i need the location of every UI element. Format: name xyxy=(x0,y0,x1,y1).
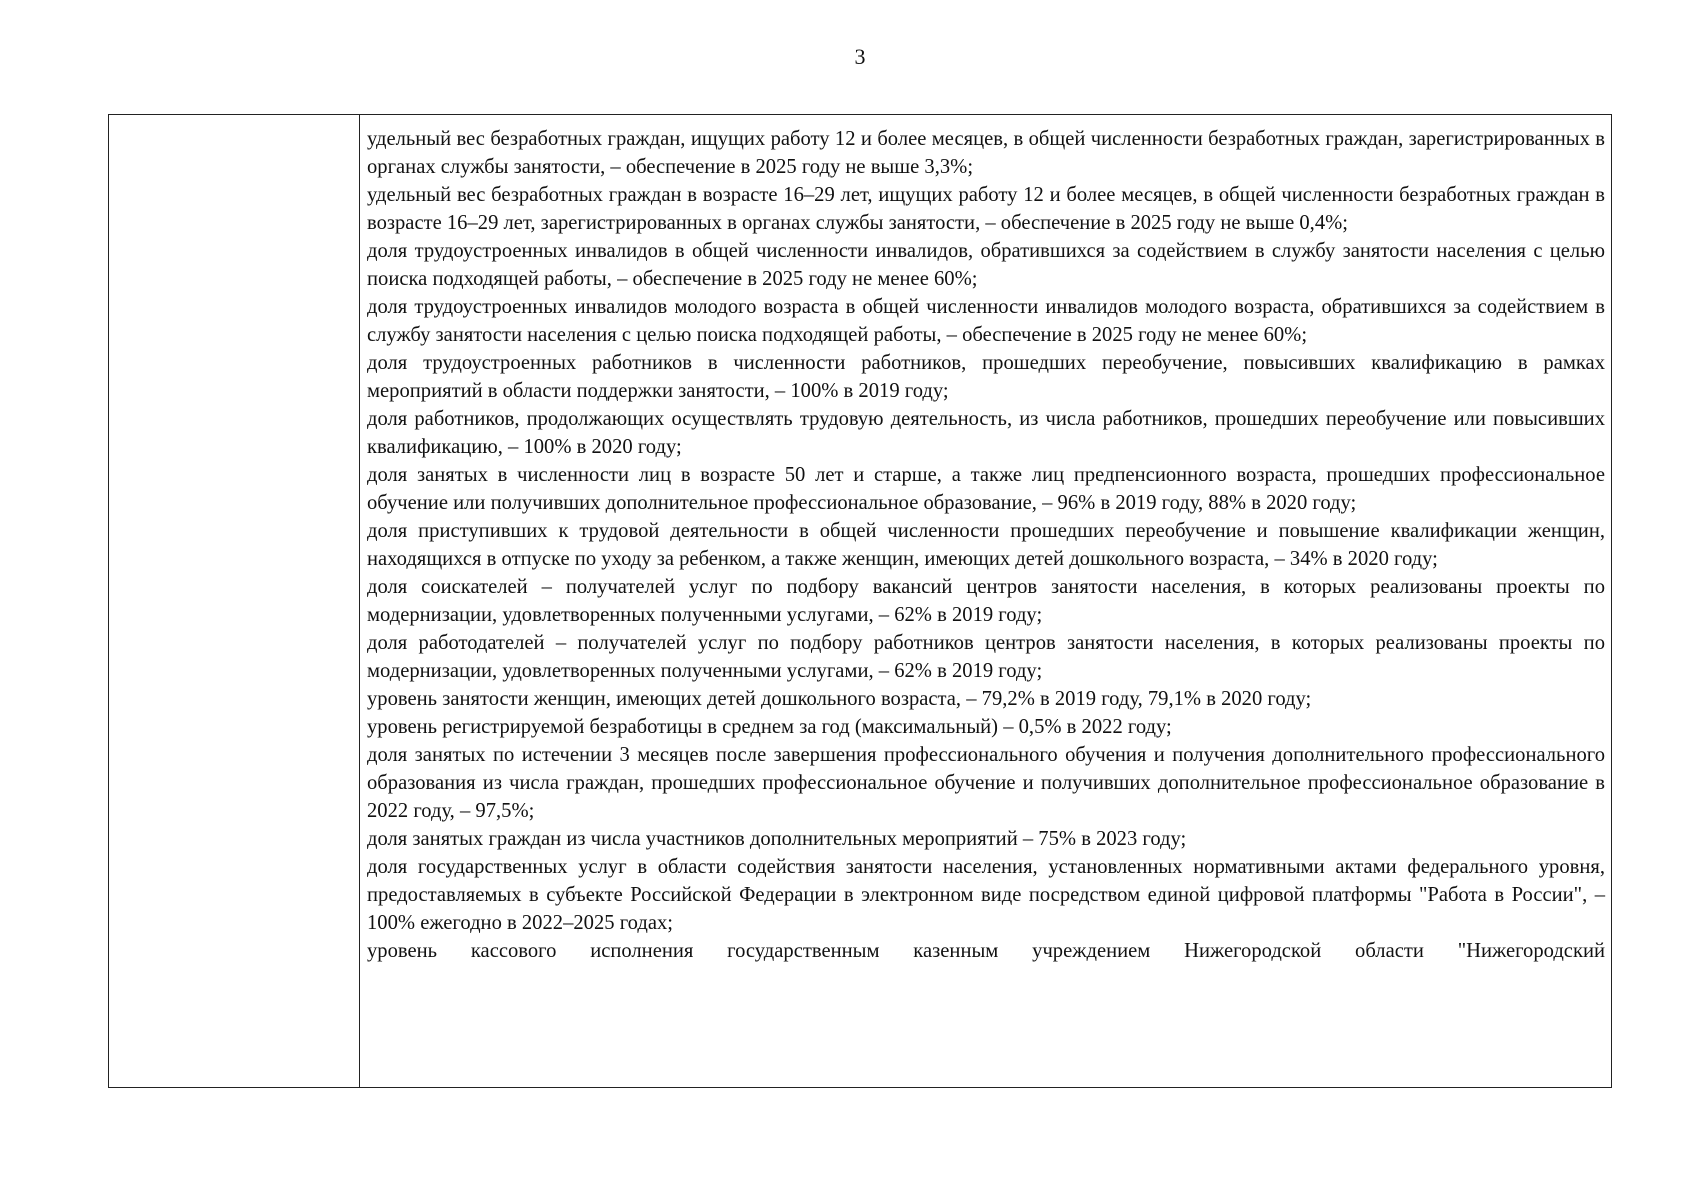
paragraph-indicator: доля трудоустроенных инвалидов молодого возраста в общей численности инвалидов молодого возраста, обратившихся за содействием в службу занятости населения с целью поиска подходящей работы, – обеспечение в 2025 году не менее 60%; xyxy=(367,296,1605,346)
paragraph-indicator: удельный вес безработных граждан, ищущих работу 12 и более месяцев, в общей численности безработных граждан, зарегистрированных в органах службы занятости, – обеспечение в 2025 году не выше 3,3%; xyxy=(367,128,1605,178)
paragraph-indicator: уровень регистрируемой безработицы в среднем за год (максимальный) – 0,5% в 2022 году; xyxy=(367,716,1172,738)
paragraph-indicator: доля трудоустроенных работников в численности работников, прошедших переобучение, повысивших квалификацию в рамках мероприятий в области поддержки занятости, – 100% в 2019 году; xyxy=(367,352,1605,402)
paragraph-indicator: доля соискателей – получателей услуг по подбору вакансий центров занятости населения, в которых реализованы проекты по модернизации, удовлетворенных полученными услугами, – 62% в 2019 году; xyxy=(367,576,1605,626)
table-right-cell xyxy=(360,115,1611,1087)
paragraph-indicator: доля занятых по истечении 3 месяцев после завершения профессионального обучения и получения дополнительного профессионального образования из числа граждан, прошедших профессиональное обучение и получивших дополнительное профессиональное образование в 2022 году, – 97,5%; xyxy=(367,744,1605,822)
paragraph-indicator: удельный вес безработных граждан в возрасте 16–29 лет, ищущих работу 12 и более месяцев, в общей численности безработных граждан в возрасте 16–29 лет, зарегистрированных в органах службы занятости, – обеспечение в 2025 году не выше 0,4%; xyxy=(367,184,1605,234)
document-table xyxy=(108,114,1612,1088)
page-number: 3 xyxy=(854,44,866,69)
table-left-cell xyxy=(109,115,360,1087)
paragraph-indicator: доля работодателей – получателей услуг по подбору работников центров занятости населения, в которых реализованы проекты по модернизации, удовлетворенных полученными услугами, – 62% в 2019 году; xyxy=(367,632,1605,682)
paragraph-indicator: доля государственных услуг в области содействия занятости населения, установленных нормативными актами федерального уровня, предоставляемых в субъекте Российской Федерации в электронном виде посредством единой цифровой платформы "Работа в России", – 100% ежегодно в 2022–2025 годах; xyxy=(367,856,1605,934)
paragraph-indicator: доля работников, продолжающих осуществлять трудовую деятельность, из числа работников, прошедших переобучение или повысивших квалификацию, – 100% в 2020 году; xyxy=(367,408,1605,458)
paragraph-indicator: уровень кассового исполнения государственным казенным учреждением Нижегородской области "Нижегородский xyxy=(367,940,1605,962)
paragraph-indicator: доля занятых граждан из числа участников дополнительных мероприятий – 75% в 2023 году; xyxy=(367,828,1187,850)
paragraph-indicator: доля занятых в численности лиц в возрасте 50 лет и старше, а также лиц предпенсионного возраста, прошедших профессиональное обучение или получивших дополнительное профессиональное образование, – 96% в 2019 году, 88% в 2020 году; xyxy=(367,464,1605,514)
paragraph-indicator: уровень занятости женщин, имеющих детей дошкольного возраста, – 79,2% в 2019 году, 79,1% в 2020 году; xyxy=(367,688,1312,710)
paragraph-indicator: доля трудоустроенных инвалидов в общей численности инвалидов, обратившихся за содействием в службу занятости населения с целью поиска подходящей работы, – обеспечение в 2025 году не менее 60%; xyxy=(367,240,1605,290)
paragraph-indicator: доля приступивших к трудовой деятельности в общей численности прошедших переобучение и повышение квалификации женщин, находящихся в отпуске по уходу за ребенком, а также женщин, имеющих детей дошкольного возраста, – 34% в 2020 году; xyxy=(367,520,1605,570)
